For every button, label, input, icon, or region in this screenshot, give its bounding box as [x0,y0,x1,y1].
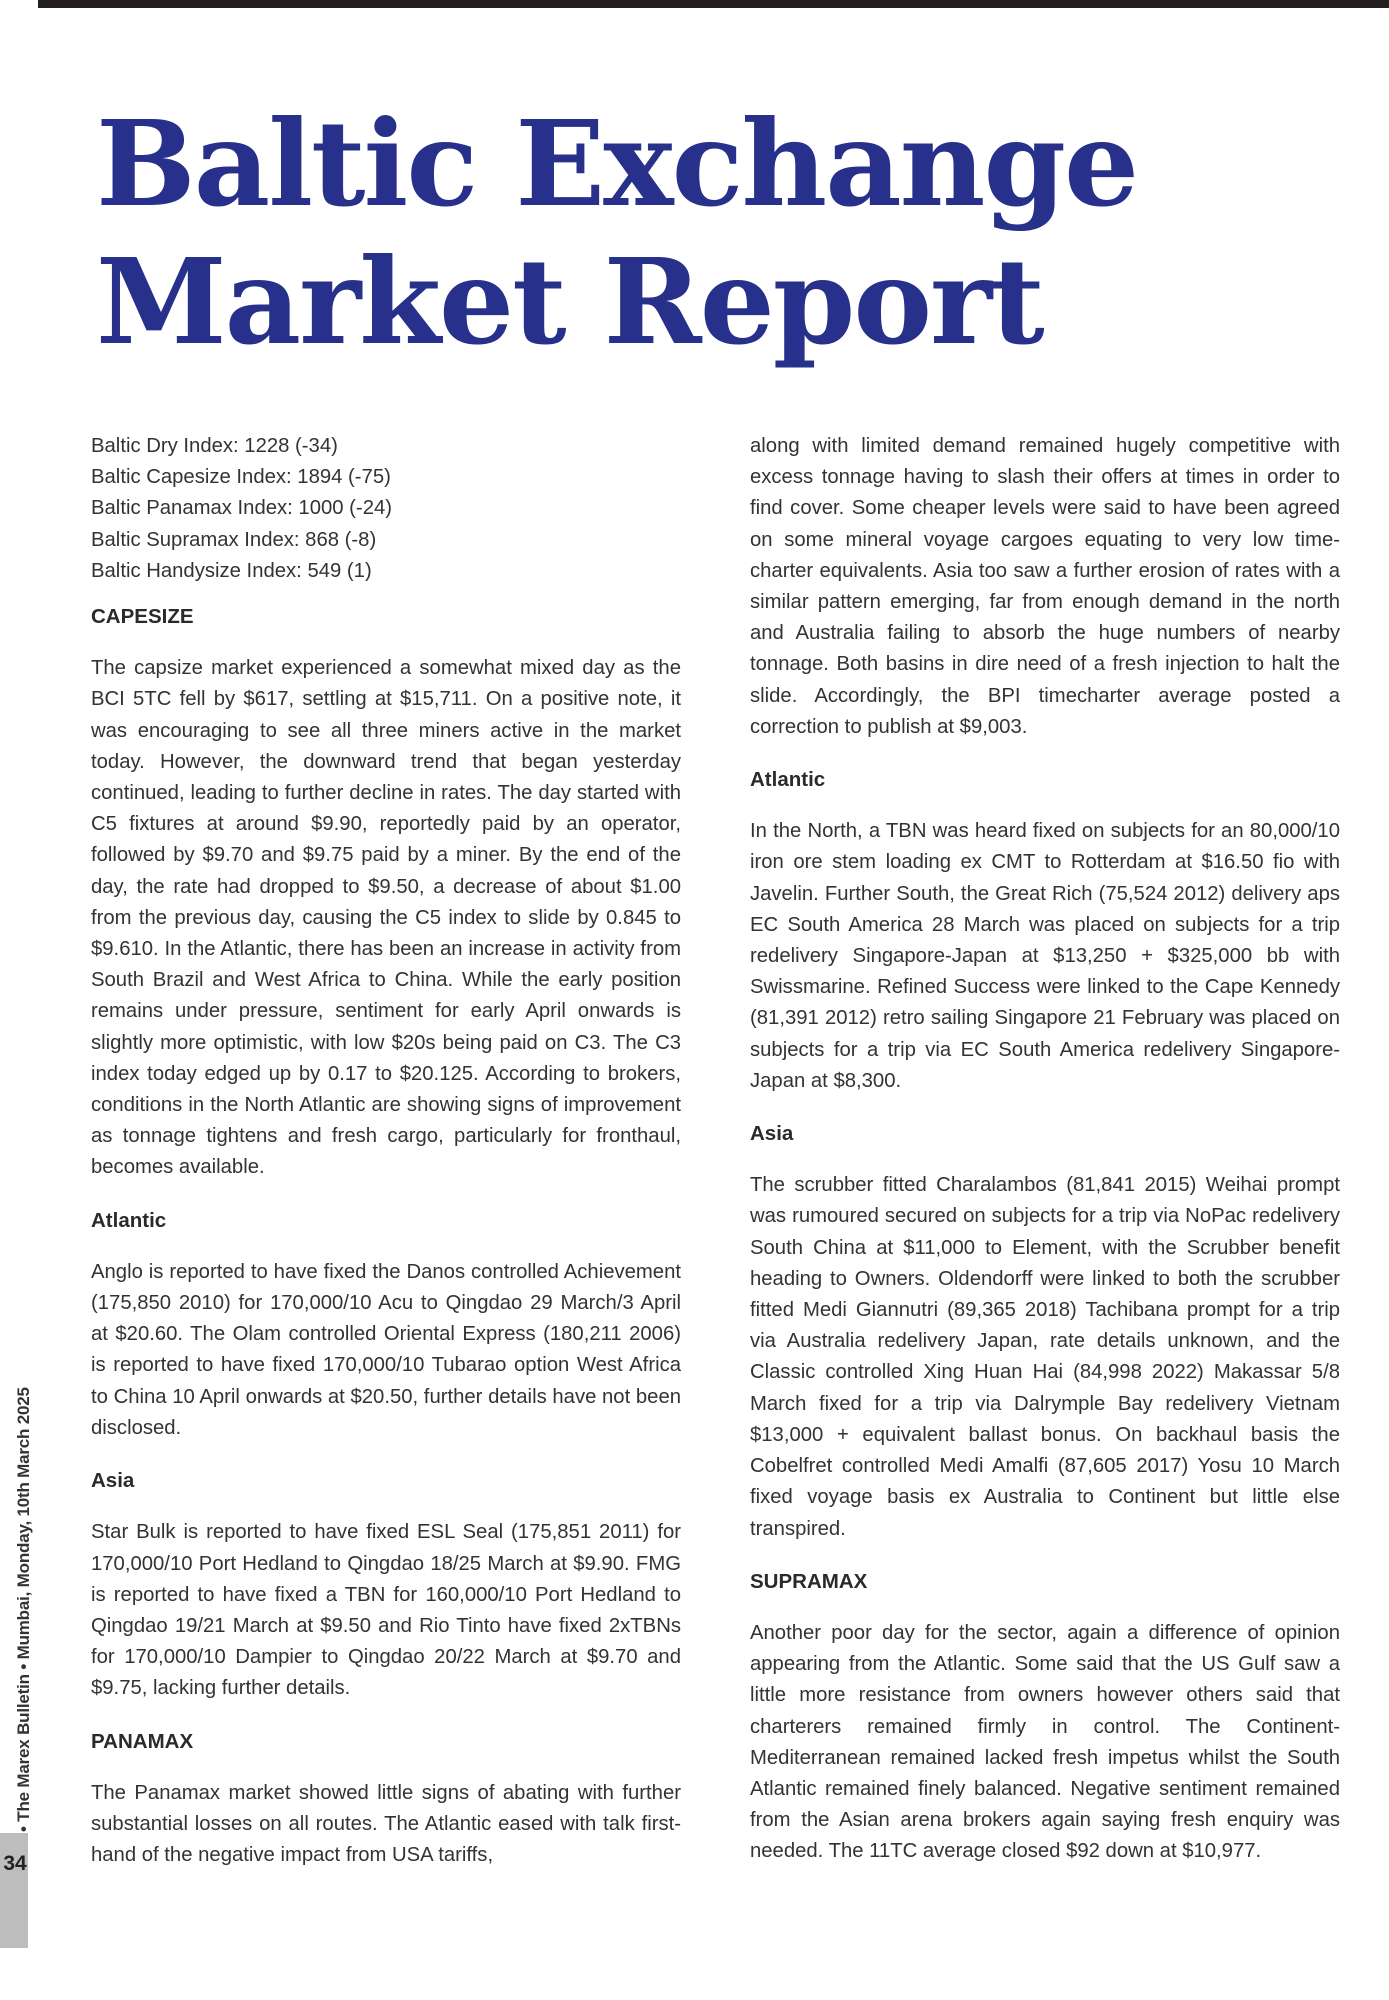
page-title [96,95,1137,371]
page-number-tab [0,1833,28,1948]
supramax-heading: SUPRAMAX [750,1569,868,1593]
index-item-handysize: Baltic Handysize Index: 549 (1) [91,559,372,582]
index-list [91,431,681,587]
index-item-capesize: Baltic Capesize Index: 1894 (-75) [91,466,391,489]
index-item-panamax: Baltic Panamax Index: 1000 (-24) [91,497,393,520]
capesize-intro: The capsize market experienced a somewhat mixed day as the BCI 5TC fell by $617, settling at $15,711. On a positive note, it was encouraging to see all three miners active in the market today. However, the downward trend that began yesterday continued, leading to further decline in rates. The day started with C5 fixtures at around $9.90, reportedly paid by an operator, followed by $9.70 and $9.75 paid by a miner. By the end of the day, the rate had dropped to $9.50, a decrease of about $1.00 from the previous day, causing the C5 index to slide by 0.845 to $9.610. In the Atlantic, there has been an increase in activity from South Brazil and West Africa to China. While the early position remains under pressure, sentiment for early April onwards is slightly more optimistic, with low $20s being paid on C3. The C3 index today edged up by 0.17 to $20.125. According to brokers, conditions in the North Atlantic are showing signs of improvement as tonnage tightens and fresh cargo, particularly for fronthaul, becomes available. [91,657,681,1179]
capesize-atlantic-text: Anglo is reported to have fixed the Danos controlled Achievement (175,850 2010) for 170,000/10 Acu to Qingdao 29 March/3 April at $20.60. The Olam controlled Oriental Express (180,211 2006) is reported to have fixed 170,000/10 Tubarao option West Africa to China 10 April onwards at $20.50, further details have not been disclosed. [91,1260,681,1439]
panamax-intro-part1: The Panamax market showed little signs of abating with further substantial losses on all routes. The Atlantic eased with talk first-hand of the negative impact from USA tariffs, [91,1781,681,1867]
right-column [750,431,1340,1889]
index-item-dry: Baltic Dry Index: 1228 (-34) [91,435,338,457]
supramax-intro: Another poor day for the sector, again a difference of opinion appearing from the Atlantic. Some said that the US Gulf saw a little more resistance from owners however others said that charterers remained firmly in control. The Continent-Mediterranean remained lacked fresh impetus whilst the South Atlantic remained finely balanced. Negative sentiment remained from the Asian arena brokers again saying fresh enquiry was needed. The 11TC average closed $92 down at $10,977. [750,1621,1340,1863]
panamax-atlantic-text: In the North, a TBN was heard fixed on subjects for an 80,000/10 iron ore stem loading ex CMT to Rotterdam at $16.50 fio with Javelin. Further South, the Great Rich (75,524 2012) delivery aps EC South America 28 March was placed on subjects for a trip redelivery Singapore-Japan at $13,250 + $325,000 bb with Swissmarine. Refined Success were linked to the Cape Kennedy (81,391 2012) retro sailing Singapore 21 February was placed on subjects for a trip via EC South America redelivery Singapore-Japan at $8,300. [750,820,1340,1092]
title-line-1: Baltic Exchange [96,94,1138,233]
capesize-atlantic-heading: Atlantic [91,1208,167,1232]
publication-sidebar-text: • The Marex Bulletin • Mumbai, Monday, 10th March 2025 [14,1387,33,1832]
capesize-heading: CAPESIZE [91,605,194,629]
panamax-asia-text: The scrubber fitted Charalambos (81,841 2015) Weihai prompt was rumoured secured on subjects for a trip via NoPac redelivery South China at $11,000 to Element, with the Scrubber benefit heading to Owners. Oldendorff were linked to both the scrubber fitted Medi Giannutri (89,365 2018) Tachibana prompt for a trip via Australia redelivery Japan, rate details unknown, and the Classic controlled Xing Huan Hai (84,998 2022) Makassar 5/8 March fixed for a trip via Dalrymple Bay redelivery Vietnam $13,000 + equivalent ballast bonus. On backhaul basis the Cobelfret controlled Medi Amalfi (87,605 2017) Yosu 10 March fixed voyage basis ex Australia to Continent but little else transpired. [750,1174,1340,1540]
title-line-2: Market Report [96,232,1043,371]
panamax-asia-heading: Asia [750,1122,794,1146]
index-item-supramax: Baltic Supramax Index: 868 (-8) [91,528,377,551]
left-column [91,431,681,1892]
panamax-heading: PANAMAX [91,1729,194,1753]
capesize-asia-heading: Asia [91,1469,135,1493]
capesize-asia-text: Star Bulk is reported to have fixed ESL Seal (175,851 2011) for 170,000/10 Port Hedland to Qingdao 18/25 March at $9.90. FMG is reported to have fixed a TBN for 160,000/10 Port Hedland to Qingdao 19/21 March at $9.50 and Rio Tinto have fixed 2xTBNs for 170,000/10 Dampier to Qingdao 20/22 March at $9.70 and $9.75, lacking further details. [91,1521,681,1700]
panamax-atlantic-heading: Atlantic [750,768,826,792]
page-number: 34 [3,1852,27,1875]
panamax-intro-part2: along with limited demand remained hugely competitive with excess tonnage having to slash their offers at times in order to find cover. Some cheaper levels were said to have been agreed on some mineral voyage cargoes equating to very low time-charter equivalents. Asia too saw a further erosion of rates with a similar pattern emerging, far from enough demand in the north and Australia failing to absorb the huge numbers of nearby tonnage. Both basins in dire need of a fresh injection to halt the slide. Accordingly, the BPI timecharter average posted a correction to publish at $9,003. [750,435,1340,738]
top-rule [38,0,1389,8]
